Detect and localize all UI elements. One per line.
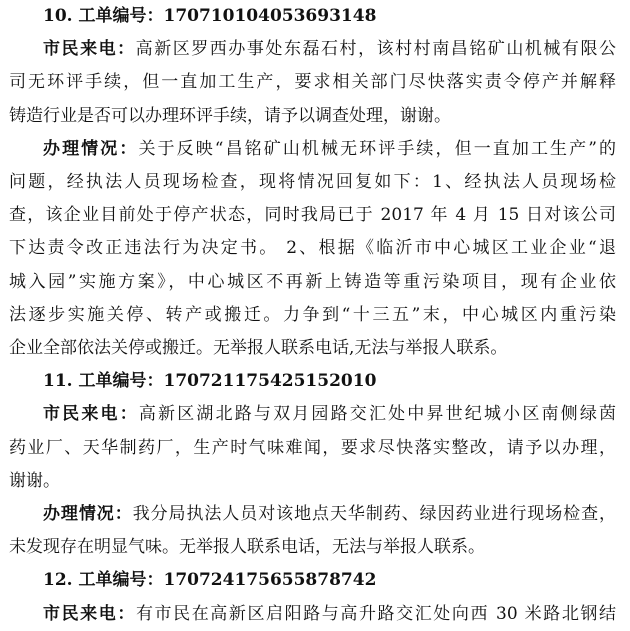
item-11-handle-text-1: 我分局执法人员对该地点天华制药、绿因药业进行现场检查，	[132, 504, 617, 524]
item-10-header: 10. 工单编号：170710104053693148	[43, 6, 377, 26]
item-10-call-line-3: 铸造行业是否可以办理环评手续，请予以调查处理，谢谢。	[9, 106, 451, 126]
item-10-handle-line-4: 下达责令改正违法行为决定书。 2、根据《临沂市中心城区工业企业“退	[9, 238, 616, 258]
item-10-handle-text-1: 关于反映“昌铭矿山机械无环评手续，但一直加工生产”的	[138, 139, 616, 159]
item-11-call-line-3: 谢谢。	[9, 471, 60, 491]
item-11-handle-label: 办理情况：	[43, 504, 133, 524]
item-12-call-label: 市民来电：	[43, 604, 136, 624]
item-10-handle-line-7: 企业全部依法关停或搬迁。无举报人联系电话,无法与举报人联系。	[9, 338, 508, 358]
item-10-handle-line-3: 查，该企业目前处于停产状态，同时我局已于 2017 年 4 月 15 日对该公司	[9, 205, 616, 225]
item-10-call-line-2: 司无环评手续，但一直加工生产，要求相关部门尽快落实责令停产并解释	[9, 72, 616, 92]
item-12-call-line-1	[43, 598, 616, 631]
item-11-call-label: 市民来电：	[43, 404, 139, 424]
item-10-handle-line-1	[43, 133, 616, 166]
item-12-call-text-1: 有市民在高新区启阳路与高升路交汇处向西 30 米路北钢结	[135, 604, 616, 624]
item-10-call-line-1	[43, 33, 616, 66]
item-11-call-text-1: 高新区湖北路与双月园路交汇处中昇世纪城小区南侧绿茵	[138, 404, 617, 424]
item-10-handle-line-6: 法逐步实施关停、转产或搬迁。力争到“十三五”末，中心城区内重污染	[9, 305, 616, 325]
item-11-handle-line-1	[43, 498, 616, 531]
item-10-call-text-1: 高新区罗西办事处东磊石村，该村村南昌铭矿山机械有限公	[135, 39, 617, 59]
item-10-handle-label: 办理情况：	[43, 139, 139, 159]
item-10-handle-line-5: 城入园”实施方案》，中心城区不再新上铸造等重污染项目，现有企业依	[9, 272, 616, 292]
item-11-header: 11. 工单编号：170721175425152010	[43, 371, 377, 391]
item-11-call-line-2: 药业厂、天华制药厂，生产时气味难闻，要求尽快落实整改，请予以办理，	[9, 438, 616, 458]
item-12-header: 12. 工单编号：170724175655878742	[43, 570, 377, 590]
item-10-call-label: 市民来电：	[43, 39, 136, 59]
item-11-handle-line-2: 未发现存在明显气味。无举报人联系电话，无法与举报人联系。	[9, 537, 485, 557]
item-10-handle-line-2: 问题，经执法人员现场检查，现将情况回复如下：1、经执法人员现场检	[9, 172, 616, 192]
item-11-call-line-1	[43, 398, 616, 431]
